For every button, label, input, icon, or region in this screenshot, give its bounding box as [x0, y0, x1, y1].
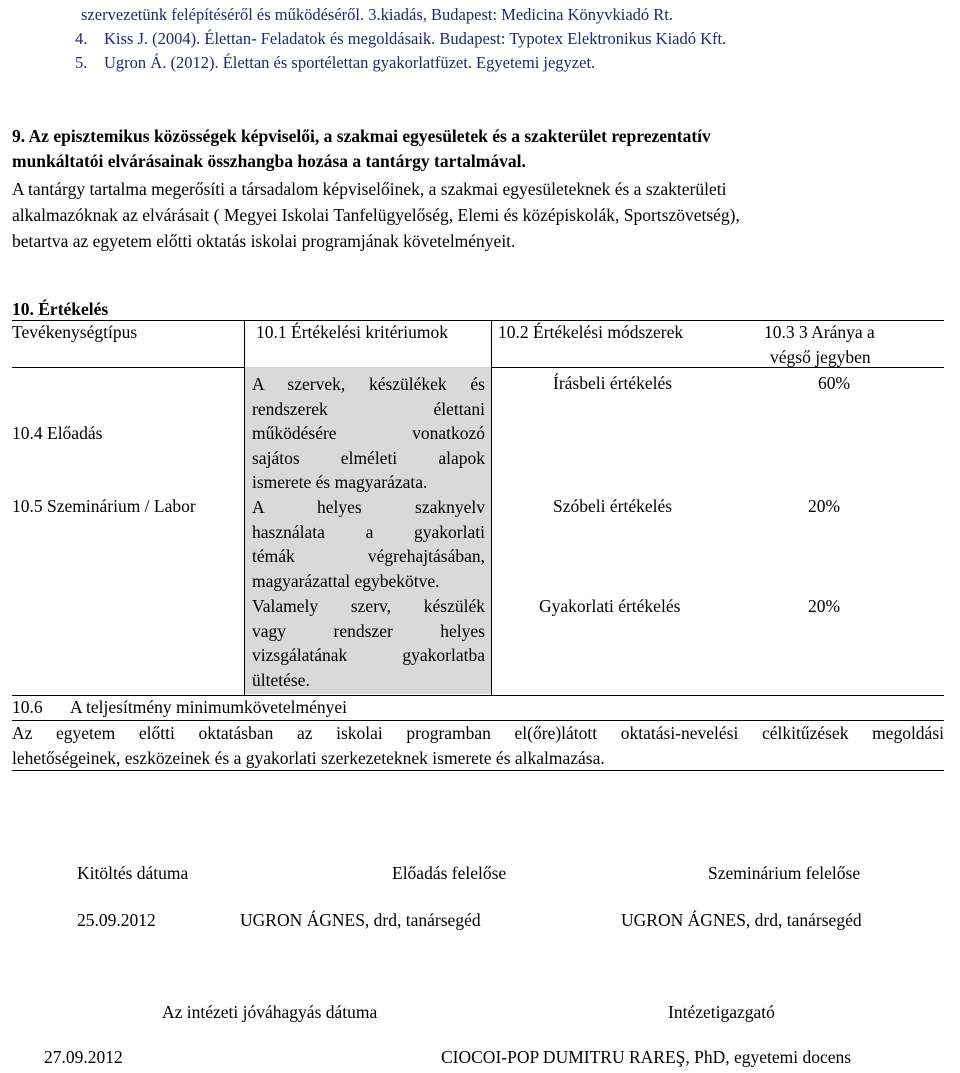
table-bottom-border [12, 770, 944, 771]
min-requirements-label: A teljesítmény minimumkövetelményei [70, 697, 348, 717]
section-10-heading: 10. Értékelés [12, 299, 109, 319]
practical-criteria-line: Valamely szerv, készülék [252, 596, 485, 616]
practical-share: 20% [808, 596, 841, 616]
min-requirements-line: lehetőségeinek, eszközeinek és a gyakorlati szerkezeteknek ismerete és alkalmazása. [12, 747, 605, 768]
header-activity-type: Tevékenységtípus [12, 322, 138, 342]
seminar-criteria-line: magyarázattal egybekötve. [252, 570, 440, 591]
reference-item-4: Kiss J. (2004). Élettan- Feladatok és megoldásaik. Budapest: Typotex Elektronikus Kiadó Kft. [104, 29, 727, 48]
table-top-border [12, 320, 944, 321]
seminar-criteria [252, 495, 485, 593]
header-share-line-2: végső jegyben [770, 347, 871, 367]
min-requirements-number: 10.6 [12, 697, 43, 717]
lecture-criteria-line: működésére vonatkozó [252, 423, 485, 443]
table-column-divider [491, 320, 492, 695]
header-criteria: 10.1 Értékelési kritériumok [256, 322, 448, 342]
seminar-criteria-line: A helyes szaknyelv [252, 497, 485, 517]
section-9-heading-line-1: 9. Az episztemikus közösségek képviselői, a szakmai egyesületek és a szakterület reprezentatív [12, 126, 711, 146]
lecture-share: 60% [818, 373, 851, 393]
director-name: CIOCOI-POP DUMITRU RAREŞ, PhD, egyetemi docens [441, 1047, 852, 1067]
section-9-paragraph-line-2: alkalmazóknak az elvárásait ( Megyei Iskolai Tanfelügyelőség, Elemi és középiskolák, Sportszövetség), [12, 205, 740, 225]
section-9-paragraph-line-1: A tantárgy tartalma megerősíti a társadalom képviselőinek, a szakmai egyesületeknek és a szakterületi [12, 179, 727, 199]
approval-date: 27.09.2012 [44, 1047, 123, 1067]
reference-item-5-number: 5. [75, 53, 88, 72]
director-label: Intézetigazgató [668, 1002, 775, 1022]
practical-criteria-line: vagy rendszer helyes [252, 620, 485, 641]
reference-item-5: Ugron Á. (2012). Élettan és sportélettan gyakorlatfüzet. Egyetemi jegyzet. [104, 53, 596, 72]
fill-date-label: Kitöltés dátuma [77, 863, 189, 883]
seminar-responsible: UGRON ÁGNES, drd, tanársegéd [621, 910, 862, 930]
seminar-criteria-line: használata a gyakorlati [252, 521, 485, 542]
seminar-method: Szóbeli értékelés [553, 496, 673, 516]
practical-criteria-line: ültetése. [252, 669, 310, 690]
section-9-paragraph-line-3: betartva az egyetem előtti oktatás iskolai programjának követelményeit. [12, 231, 516, 251]
min-requirements-line: Az egyetem előtti oktatásban az iskolai programban el(őre)látott oktatási-nevelési célkitűzések megoldási [12, 723, 944, 743]
reference-item-4-number: 4. [75, 29, 88, 48]
reference-line-continued: szervezetünk felépítéséről és működéséről. 3.kiadás, Budapest: Medicina Könyvkiadó Rt. [81, 5, 674, 24]
lecture-responsible: UGRON ÁGNES, drd, tanársegéd [240, 910, 481, 930]
practical-method: Gyakorlati értékelés [539, 596, 681, 616]
seminar-responsible-label: Szeminárium felelőse [708, 863, 861, 883]
lecture-method: Írásbeli értékelés [553, 373, 673, 393]
header-share: 10.3 3 Aránya a [764, 322, 875, 342]
min-requirements-text [12, 721, 944, 770]
practical-criteria [252, 594, 485, 692]
header-methods: 10.2 Értékelési módszerek [498, 322, 684, 342]
lecture-criteria-line: A szervek, készülékek és [252, 374, 485, 394]
lecture-criteria-line: ismerete és magyarázata. [252, 472, 428, 492]
seminar-share: 20% [808, 496, 841, 516]
lecture-criteria-line: sajátos elméleti alapok [252, 447, 485, 468]
table-row-divider [12, 695, 944, 696]
section-9-heading-line-2: munkáltatói elvárásainak összhangba hozása a tantárgy tartalmával. [12, 151, 526, 171]
seminar-criteria-line: témák végrehajtásában, [252, 546, 485, 566]
lecture-criteria-line: rendszerek élettani [252, 398, 485, 419]
seminar-label: 10.5 Szeminárium / Labor [12, 496, 196, 516]
lecture-responsible-label: Előadás felelőse [392, 863, 507, 883]
fill-date: 25.09.2012 [77, 910, 156, 930]
lecture-label: 10.4 Előadás [12, 423, 103, 443]
lecture-criteria [252, 372, 485, 495]
practical-criteria-line: vizsgálatának gyakorlatba [252, 645, 485, 665]
approval-date-label: Az intézeti jóváhagyás dátuma [162, 1002, 378, 1022]
